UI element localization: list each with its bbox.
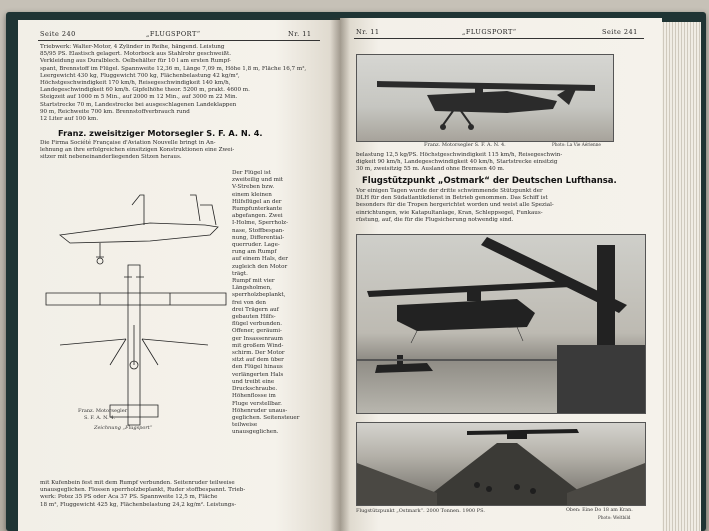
text-line: mit Kufenbein fest mit dem Rumpf verbunden. Seitenruder teilweise	[40, 480, 235, 486]
text-line: frei von den	[232, 299, 267, 306]
text-line: Startstrecke 70 m, Landestrecke bei ausgeschlagenen Landeklappen	[40, 101, 237, 108]
left-section-title: Franz. zweisitziger Motorsegler S. F. A. N. 4.	[58, 128, 263, 138]
right-running-title: „FLUGSPORT“	[462, 28, 517, 36]
text-line: Offener, geräumi-	[232, 328, 282, 335]
text-line: rung am Rumpf	[232, 249, 277, 256]
text-line: schirm. Der Motor	[232, 350, 285, 357]
right-issue-number: Nr. 11	[356, 28, 380, 36]
text-line: Vor einigen Tagen wurde der dritte schwimmende Stützpunkt der	[356, 188, 543, 194]
text-line: 12 Liter auf 100 km.	[40, 116, 99, 123]
right-continued-text	[356, 152, 642, 174]
photo-ship-crane	[356, 234, 646, 414]
right-header-rule	[354, 38, 644, 39]
text-line: abgefangen. Zwei	[232, 213, 283, 220]
photo3-credit-1: Oben: Eine Do 18 am Kran.	[566, 508, 633, 513]
text-line: Landegeschwindigkeit 60 km/h. Gipfelhöhe theor. 5200 m, prakt. 4600 m.	[40, 87, 250, 94]
text-line: 85/95 PS. Elastisch gelagert. Motorbock aus Stahlrohr geschweißt.	[40, 51, 232, 58]
text-line: werk: Potez 35 PS oder Aca 37 PS. Spannweite 12,5 m, Fläche	[40, 494, 218, 501]
text-line: V-Streben bzw.	[232, 184, 275, 191]
left-section-intro	[40, 140, 320, 162]
text-line: und treibt eine	[232, 378, 275, 385]
side-view-fin	[190, 195, 200, 221]
text-line: digkeit 90 km/h, Landegeschwindigkeit 40 km/h, Startstrecke einsitzig	[356, 159, 558, 166]
text-line: den Flügel hinaus	[232, 364, 283, 371]
right-page	[340, 18, 662, 531]
text-line: nase, Stoffbespan-	[232, 227, 285, 234]
text-line: verlängerten Hals	[232, 371, 284, 378]
text-line: mit großem Wind-	[232, 342, 284, 349]
text-line: rüstung, auf, die für die Flugsicherung notwendig sind.	[356, 216, 514, 223]
text-line: belastung 12,5 kg/PS. Höchstgeschwindigkeit 115 km/h, Reisegeschwin-	[356, 152, 563, 158]
text-line: zweiteilig und mit	[232, 177, 284, 184]
right-section-text	[356, 188, 642, 224]
text-line: Die Firma Société Française d'Aviation Nouvelle bringt in An-	[40, 140, 216, 146]
text-line: Hilfsflügel an der	[232, 198, 282, 205]
text-line: Leergewicht 430 kg, Fluggewicht 700 kg, Flächenbelastung 42 kg/m²,	[40, 72, 240, 79]
left-intro-text	[40, 44, 320, 123]
text-line: Der Flügel ist	[232, 170, 271, 176]
side-view-engine-mount	[132, 195, 144, 225]
text-line: sitzt auf dem über	[232, 357, 284, 364]
text-line: I-Holme, Sperrholz-	[232, 220, 288, 227]
plan-view-wing	[46, 293, 226, 305]
text-line: Druckschraube.	[232, 386, 278, 393]
right-section-title: Flugstützpunkt „Ostmark“ der Deutschen Lufthansa.	[362, 176, 617, 186]
diagram-caption-1: Franz. Motorsegler	[78, 408, 128, 414]
text-line: Rumpf mit vier	[232, 278, 275, 285]
text-line: ger Insassenraum	[232, 335, 283, 342]
text-line: zugleich den Motor	[232, 263, 288, 270]
left-issue-number: Nr. 11	[288, 30, 312, 38]
side-view-skid	[96, 243, 104, 257]
photo-catapult-deck	[356, 422, 646, 506]
text-line: Längsholmen,	[232, 285, 272, 292]
right-page-number: Seite 241	[602, 28, 638, 36]
photo-aircraft-flight	[356, 54, 614, 142]
text-line: DLH für den Südatlantikdienst in Betrieb genommen. Das Schiff ist	[356, 195, 548, 202]
photo3-credit-2: Photo: Weltbild	[598, 515, 631, 520]
text-line: drei Trägern auf	[232, 306, 279, 313]
text-line: querruder. Lage-	[232, 242, 280, 249]
diagram-credit: Zeichnung „Flugsport“	[94, 425, 153, 431]
text-line: nung, Differential-	[232, 234, 285, 241]
text-line: unausgeglichen. Flossen sperrholzbeplankt, Ruder stoffbespannt. Trieb-	[40, 487, 246, 494]
aircraft-drawing	[40, 165, 230, 465]
text-line: Rumpfunterkante	[232, 206, 283, 213]
text-line: einrichtungen, wie Katapultanlage, Kran, Schleppsegel, Funkaus-	[356, 209, 543, 216]
left-running-title: „FLUGSPORT“	[146, 30, 201, 38]
text-line: gebauten Hilfs-	[232, 314, 276, 321]
page-stack-edge	[660, 22, 701, 531]
text-line: einem kleinen	[232, 191, 272, 198]
text-line: 30 m, zweisitzig 55 m. Ausland ohne Bremsen 40 m.	[356, 166, 505, 173]
left-header-rule	[38, 40, 320, 41]
photo1-caption: Franz. Motorsegler S. F. A. N. 4.	[424, 142, 506, 148]
text-line: lehnung an ihre erfolgreichen einsitzigen Konstruktionen eine Zwei-	[40, 147, 235, 154]
text-line: Höhenruder unaus-	[232, 407, 288, 414]
text-line: 90 m, Reichweite 700 km. Brennstoffverbrauch rund	[40, 108, 190, 115]
text-line: besonders für die Tropen hergerichtet worden und weist alle Spezial-	[356, 202, 554, 209]
text-line: sitzer mit nebeneinanderliegenden Sitzen heraus.	[40, 154, 182, 161]
text-line: auf einem Hals, der	[232, 256, 288, 263]
text-line: Verkleidung aus Duralblech. Oelbehälter für 10 l am ersten Rumpf-	[40, 58, 231, 65]
text-line: Höchstgeschwindigkeit 170 km/h, Reisegeschwindigkeit 140 km/h,	[40, 80, 231, 87]
text-line: 18 m², Fluggewicht 425 kg, Flächenbelastung 24,2 kg/m². Leistungs-	[40, 501, 237, 508]
book-gutter	[330, 18, 350, 531]
left-bottom-text	[40, 480, 320, 509]
left-page	[18, 20, 340, 531]
text-line: Triebwerk: Walter-Motor, 4 Zylinder in Reihe, hängend. Leistung	[40, 44, 225, 50]
text-line: spant, Brennstoff im Flügel. Spannweite 12,36 m, Länge 7,09 m, Höhe 1,8 m, Fläche 16,7 m²,	[40, 65, 307, 72]
text-line: geglichen. Seitensteuer teilweise	[232, 414, 300, 429]
text-line: Steigzeit auf 1000 m 5 Min., auf 2000 m 12 Min., auf 3000 m 22 Min.	[40, 94, 238, 101]
left-page-number: Seite 240	[40, 30, 76, 38]
left-column-text	[232, 170, 320, 437]
photo3-caption: Flugstützpunkt „Ostmark“. 2000 Tonnen. 1900 PS.	[356, 508, 485, 514]
side-view-fuselage	[60, 223, 218, 243]
text-line: sperrholzbeplankt,	[232, 292, 286, 299]
photo1-credit: Photo: La Vie Aérienne	[552, 142, 601, 147]
diagram-caption-2: S. F. A. N. 4.	[84, 415, 116, 421]
text-line: flügel verbunden.	[232, 321, 282, 328]
text-line: Höhenflosse im	[232, 393, 276, 400]
text-line: unausgeglichen.	[232, 429, 279, 436]
text-line: Fluge verstellbar.	[232, 400, 282, 407]
text-line: trägt.	[232, 270, 248, 277]
